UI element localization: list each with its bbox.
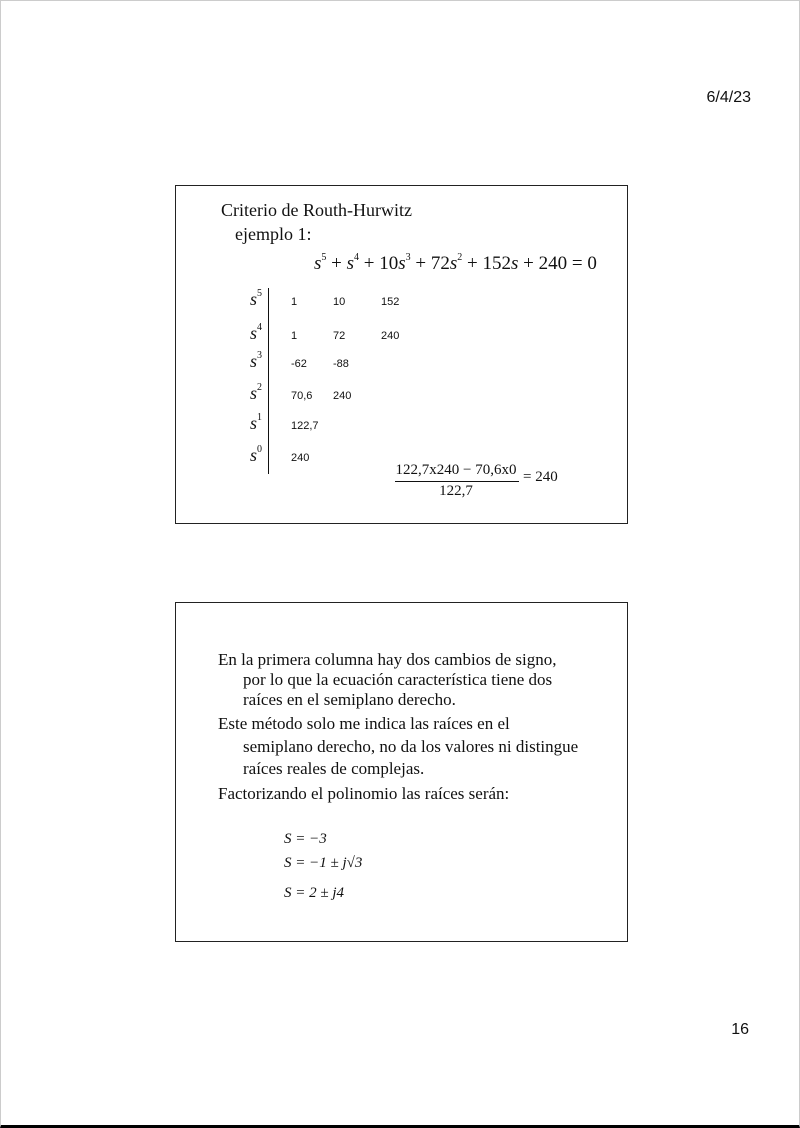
routh-divider (268, 288, 269, 474)
routh-cell: -88 (333, 358, 349, 370)
routh-row-label: $s^1$ (250, 412, 263, 433)
equation-term: $s^5$ (314, 252, 327, 274)
text-line: por lo que la ecuación característica tiene dos (243, 670, 553, 689)
slide-conclusion (175, 602, 628, 942)
equation-term: + $10s^3$ (363, 252, 411, 274)
fraction-numerator: 122,7x240 − 70,6x0 (395, 462, 517, 478)
characteristic-equation (314, 252, 597, 275)
text-line: semiplano derecho, no da los valores ni distingue (243, 737, 579, 756)
routh-cell: 72 (333, 330, 346, 342)
routh-row-label: $s^3$ (250, 350, 263, 371)
equation-term: + 152s (467, 253, 519, 274)
text-line: Factorizando el polinomio las raíces serán: (218, 784, 510, 803)
page-number: 16 (731, 1021, 749, 1038)
routh-cell: -62 (291, 358, 307, 370)
root-2: S = −1 ± j√3 (284, 855, 363, 871)
fraction-bar (395, 481, 519, 482)
equation-term: + $72s^2$ (415, 252, 463, 274)
equation-rhs: = 0 (571, 253, 597, 274)
root-1: S = −3 (284, 831, 327, 847)
equation-term: + $s^4$ (331, 252, 360, 274)
routh-cell: 240 (381, 330, 400, 342)
routh-row-label: $s^2$ (250, 382, 263, 403)
routh-row-label: $s^0$ (250, 444, 263, 465)
slide-title: Criterio de Routh-Hurwitz (221, 200, 412, 220)
routh-cell: 240 (333, 390, 352, 402)
slide-subtitle: ejemplo 1: (235, 224, 312, 244)
routh-cell: 1 (291, 296, 298, 308)
root-3: S = 2 ± j4 (284, 885, 345, 901)
routh-row-label: $s^5$ (250, 288, 263, 309)
fraction-denominator: 122,7 (439, 483, 473, 499)
routh-row-label: $s^4$ (250, 322, 263, 343)
equation-term: + 240 (523, 253, 568, 274)
slide-routh-example (175, 185, 628, 524)
routh-cell: 10 (333, 296, 346, 308)
page-date: 6/4/23 (706, 89, 751, 106)
routh-cell: 1 (291, 330, 298, 342)
text-line: Este método solo me indica las raíces en el (218, 714, 510, 733)
fraction-result: = 240 (523, 469, 558, 485)
routh-cell: 122,7 (291, 420, 319, 432)
routh-cell: 240 (291, 452, 310, 464)
text-line: raíces en el semiplano derecho. (243, 690, 456, 709)
routh-cell: 152 (381, 296, 400, 308)
text-line: raíces reales de complejas. (243, 759, 425, 778)
text-line: En la primera columna hay dos cambios de signo, (218, 650, 557, 669)
routh-cell: 70,6 (291, 390, 313, 402)
